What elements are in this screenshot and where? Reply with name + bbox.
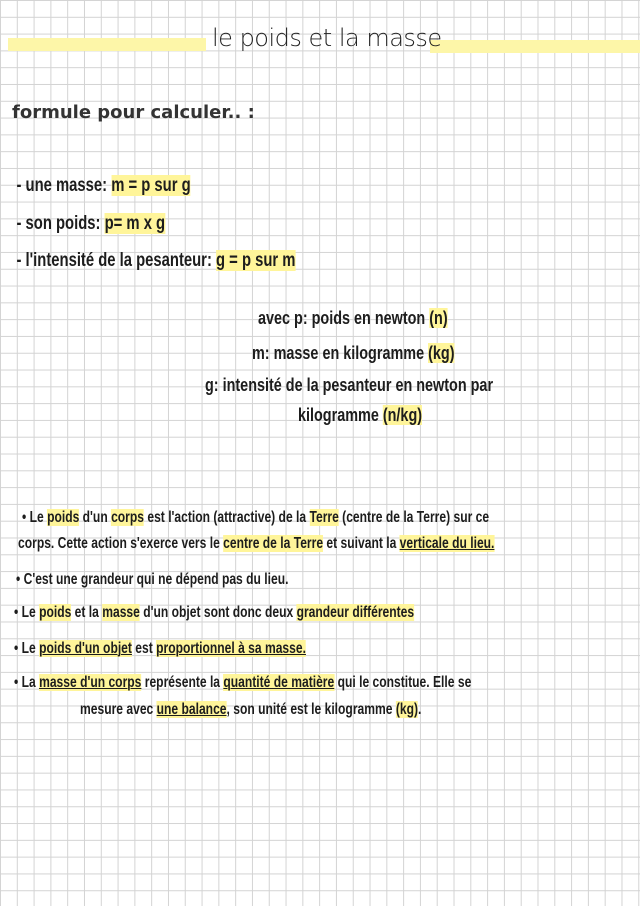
legend-g-unit: (n/kg) xyxy=(382,405,423,425)
text: est l'action (attractive) de la xyxy=(143,509,310,526)
bullet-3 xyxy=(14,602,527,622)
text: d'un xyxy=(79,509,112,526)
highlight-balance: une balance xyxy=(156,701,227,718)
highlight-poids: poids xyxy=(47,509,80,526)
text: • La xyxy=(14,674,40,691)
text: • Le xyxy=(14,640,40,657)
bullet-5-line-1 xyxy=(14,672,600,692)
highlight-corps: corps xyxy=(111,509,144,526)
text: est xyxy=(131,640,157,657)
formula-gravity-label: - l'intensité de la pesanteur: xyxy=(16,250,216,271)
text: d'un objet sont donc deux xyxy=(139,604,297,621)
text: . xyxy=(417,701,422,718)
bullet-1-line-1 xyxy=(22,507,621,527)
text: • Le xyxy=(22,509,48,526)
highlight-centre-terre: centre de la Terre xyxy=(223,535,324,552)
highlight-terre: Terre xyxy=(309,509,339,526)
text: qui le constitue. Elle se xyxy=(334,674,472,691)
legend-m-unit: (kg) xyxy=(428,343,455,363)
bullet-4 xyxy=(14,638,388,658)
text: mesure avec xyxy=(80,701,157,718)
text: corps. Cette action s'exerce vers le xyxy=(18,535,224,552)
highlight-proportionnel: proportionnel à sa masse. xyxy=(156,640,306,657)
bullet-1-line-2 xyxy=(18,533,629,553)
title-highlight-left xyxy=(8,38,206,51)
bullet-2-text: • C'est une grandeur qui ne dépend pas du lieu. xyxy=(16,571,289,588)
highlight-poids: poids xyxy=(39,604,72,621)
text: (centre de la Terre) sur ce xyxy=(338,509,490,526)
text: , son unité est le kilogramme xyxy=(226,701,396,718)
text: • Le xyxy=(14,604,40,621)
formula-weight-expr: p= m x g xyxy=(104,213,166,234)
legend-p xyxy=(258,308,495,329)
legend-m-text: m: masse en kilogramme xyxy=(252,343,429,363)
text: et suivant la xyxy=(323,535,400,552)
legend-p-unit: (n) xyxy=(429,308,448,328)
formula-gravity-expr: g = p sur m xyxy=(215,250,296,271)
highlight-masse: masse xyxy=(102,604,140,621)
highlight-verticale: verticale du lieu. xyxy=(399,535,495,552)
text: et la xyxy=(71,604,103,621)
formula-gravity xyxy=(0,228,379,294)
highlight-masse-corps: masse d'un corps xyxy=(39,674,142,691)
page-title: le poids et la masse xyxy=(212,24,442,52)
highlight-quantite: quantité de matière xyxy=(223,674,335,691)
legend-g-text-2: kilogramme xyxy=(298,405,383,425)
title-highlight-right xyxy=(430,40,640,53)
highlight-poids-objet: poids d'un objet xyxy=(39,640,132,657)
text: représente la xyxy=(141,674,224,691)
legend-g-text-1: g: intensité de la pesanteur en newton par xyxy=(205,375,494,395)
formula-weight-label: - son poids: xyxy=(16,213,105,234)
formula-heading: formule pour calculer.. : xyxy=(12,102,255,123)
formula-mass-label: - une masse: xyxy=(16,175,112,196)
formula-mass-expr: m = p sur g xyxy=(111,175,191,196)
highlight-kg: (kg) xyxy=(395,701,418,718)
legend-p-text: avec p: poids en newton xyxy=(258,308,430,328)
legend-g xyxy=(205,375,565,396)
bullet-5-line-2 xyxy=(80,699,518,719)
bullet-2 xyxy=(16,569,365,589)
legend-g-line2 xyxy=(298,405,453,426)
legend-m xyxy=(252,343,505,364)
highlight-grandeur: grandeur différentes xyxy=(296,604,415,621)
